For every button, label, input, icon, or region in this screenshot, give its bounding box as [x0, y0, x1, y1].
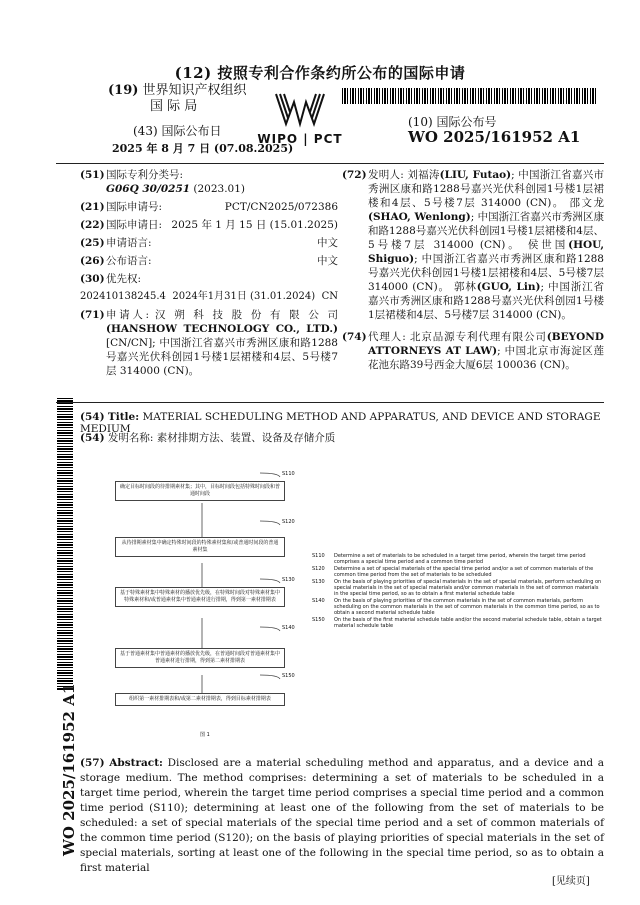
- legend-item: [312, 598, 602, 616]
- wipo-pct-logo: [252, 90, 348, 146]
- title-label: Title:: [107, 411, 140, 423]
- agent-address: ; 中国北京市海淀区莲花池东路39号西金大厦6层 100036 (CN)。: [368, 345, 605, 371]
- title-text: MATERIAL SCHEDULING METHOD AND APPARATUS, AND DEVICE AND STORAGE MEDIUM: [80, 411, 601, 435]
- field-label: 公布语言:: [106, 255, 152, 267]
- document-title: (12) 按照专利合作条约所公布的国际申请: [174, 64, 466, 82]
- field-number: (54): [80, 411, 105, 423]
- side-publication-number: [58, 683, 80, 856]
- field-number: (57): [80, 757, 105, 769]
- field-number: (74): [342, 331, 367, 343]
- flow-step-label: S140: [282, 625, 295, 631]
- field-51: [80, 168, 338, 196]
- inventor-text: 发明人: 刘福涛: [368, 169, 440, 181]
- abstract-label: Abstract:: [109, 757, 163, 769]
- flow-step-text: 确定目标时间段的待排期素材集；其中，目标时间段包括特殊时间段和普通时间段: [120, 484, 281, 497]
- field-number: (71): [80, 309, 105, 321]
- side-barcode: [57, 398, 73, 690]
- legend-text: On the basis of playing priorities of special materials in the set of special materials, perform scheduling on special materials in the set of special materials and/or common materials in the set of common materials in the special time period, so as to obtain a first material schedule table: [334, 579, 602, 597]
- flow-step-text: 从待排期素材集中确定特殊时间段的特殊素材集和/或普通时间段的普通素材集: [121, 540, 279, 553]
- field-number: (51): [80, 169, 105, 181]
- field-71: [80, 308, 338, 378]
- field-74: [342, 330, 604, 372]
- filing-date: 2025 年 1 月 15 日 (15.01.2025): [171, 219, 338, 231]
- inventor-name-en: (LIU, Futao): [439, 169, 512, 181]
- field-number: (25): [80, 237, 105, 249]
- flow-step-label: S130: [282, 577, 295, 583]
- ipc-year: (2023.01): [190, 183, 246, 195]
- applicant-name: 申请人: 汉 朔 科 技 股 份 有 限 公 司: [106, 309, 338, 321]
- field-22: [80, 218, 338, 232]
- legend-text: On the basis of playing priorities of the common materials in the set of common materials, perform scheduling on the common materials in the set of common materials in the common time period, so as to obtain a second material schedule table: [334, 598, 600, 616]
- bibliographic-right-column: [342, 168, 604, 376]
- field-label: 国际申请号:: [106, 201, 163, 213]
- priority-number: 202410138245.4: [80, 291, 166, 302]
- publication-date: 2025 年 8 月 7 日 (07.08.2025): [112, 142, 294, 155]
- flow-step-text: 基于普通素材集中普通素材的播放优先级，在普通时间段对普通素材集中普通素材进行排期，得到第二素材排期表: [120, 651, 281, 664]
- chinese-title-text: 发明名称: 素材排期方法、装置、设备及存储介质: [107, 432, 336, 444]
- flow-step-s110: [115, 481, 285, 501]
- agent-name-en: (BEYOND ATTORNEYS AT LAW): [368, 331, 604, 357]
- legend-item: [312, 553, 602, 565]
- figure-caption: 图 1: [200, 732, 210, 738]
- flow-step-s120: [115, 537, 285, 557]
- flow-step-s150: [115, 693, 285, 706]
- header-barcode: [342, 88, 598, 104]
- flow-step-s140: [115, 648, 285, 668]
- field-25: [80, 236, 338, 250]
- applicant-address: [CN/CN]; 中国浙江省嘉兴市秀洲区康和路1288号嘉兴光伏科创园1号楼1层裙楼和4层、5号楼7层 314000 (CN)。: [106, 337, 338, 377]
- publication-number-label: (10) 国际公布号: [408, 115, 497, 129]
- inventor-name-en: (GUO, Lin): [476, 281, 541, 293]
- publication-number: WO 2025/161952 A1: [408, 128, 581, 146]
- legend-item: [312, 566, 602, 578]
- issuing-organization: [108, 83, 247, 115]
- field-26: [80, 254, 338, 268]
- legend-key: S120: [312, 566, 325, 572]
- flow-step-text: 组织第一素材排期表和/或第二素材排期表，得到目标素材排期表: [129, 696, 271, 702]
- legend-key: S110: [312, 553, 325, 559]
- agent-name: 代理人: 北京品源专利代理有限公司: [368, 331, 547, 343]
- application-number: PCT/CN2025/072386: [224, 201, 338, 213]
- org-bureau: 国 际 局: [150, 99, 198, 114]
- wipo-logo-text: WIPO | PCT: [257, 132, 343, 146]
- legend-key: S150: [312, 617, 325, 623]
- bibliographic-left-column: [80, 168, 338, 382]
- legend-text: On the basis of the first material schedule table and/or the second material schedule table, obtain a target material schedule table: [334, 617, 602, 629]
- field-label: 国际申请日:: [106, 219, 163, 231]
- legend-key: S130: [312, 579, 325, 585]
- legend-item: [312, 579, 602, 597]
- header-divider: [56, 163, 604, 164]
- filing-language: 中文: [317, 237, 338, 249]
- legend-key: S140: [312, 598, 325, 604]
- priority-country: CN: [321, 291, 338, 302]
- field-number: (30): [80, 273, 105, 285]
- field-number: (21): [80, 201, 105, 213]
- field-label: 申请语言:: [106, 237, 152, 249]
- priority-row: [80, 290, 338, 304]
- inventor-text: ; 中国浙江省嘉兴市秀洲区康和路1288号嘉兴光伏科创园1号楼1层裙楼和4层、5号楼7层 314000 (CN)。 郭林: [368, 253, 604, 293]
- flowchart-legend: [312, 553, 602, 630]
- inventor-name-en: (SHAO, Wenlong): [368, 211, 471, 223]
- legend-item: [312, 617, 602, 629]
- field-label: 国际专利分类号:: [106, 169, 184, 181]
- side-publication-number-text: WO 2025/161952 A1: [60, 683, 78, 856]
- chinese-title: [80, 430, 335, 445]
- flow-step-text: 基于特殊素材集中特殊素材的播放优先级，在特殊时间段对特殊素材集中特殊素材和/或普通素材集中普通素材进行排期，得到第一素材排期表: [120, 590, 281, 603]
- inventor-text: ; 中国浙江省嘉兴市秀洲区康和路1288号嘉兴光伏科创园1号楼1层裙楼和4层、5号楼7层 314000 (CN)。 侯世国: [368, 211, 604, 251]
- abstract-text: Disclosed are a material scheduling method and apparatus, and a device and a storage medium. The method comprises: determining a set of materials to be scheduled in a target time period, wherein the target time period comprises a special time period and a common time period (S110); determining at least one of the following from the set of materials to be scheduled: a set of special materials of the special time period and a set of common materials of the common time period (S120); on the basis of playing priorities of special materials in the set of special materials, sorting at least one of the following in the special time period, so as to obtain a first material: [80, 757, 604, 874]
- field-label: 优先权:: [106, 273, 142, 285]
- field-21: [80, 200, 338, 214]
- flowchart-figure: [100, 465, 305, 740]
- field-72: [342, 168, 604, 322]
- flow-step-label: S150: [282, 673, 295, 679]
- org-code: (19): [108, 83, 139, 98]
- inventor-name-en: (HOU, Shiguo): [368, 239, 604, 265]
- org-name: 世界知识产权组织: [142, 83, 247, 98]
- section-divider: [56, 402, 604, 403]
- field-number: (54): [80, 432, 105, 444]
- wipo-emblem-icon: [270, 90, 330, 130]
- field-number: (26): [80, 255, 105, 267]
- field-number: (72): [342, 169, 367, 181]
- flow-step-label: S110: [282, 471, 295, 477]
- continued-link[interactable]: [见续页]: [552, 876, 590, 887]
- legend-text: Determine a set of materials to be scheduled in a target time period, wherein the target time period comprises a special time period and a common time period: [334, 553, 586, 565]
- field-number: (22): [80, 219, 105, 231]
- abstract: [80, 756, 604, 876]
- flow-step-label: S120: [282, 519, 295, 525]
- applicant-name-en: (HANSHOW TECHNOLOGY CO., LTD.): [106, 323, 338, 335]
- ipc-class: G06Q 30/0251: [106, 183, 191, 195]
- flow-step-s130: [115, 587, 285, 607]
- field-30: [80, 272, 338, 286]
- legend-text: Determine a set of special materials of the special time period and/or a set of common materials of the common time period from the set of materials to be scheduled: [334, 566, 594, 578]
- publication-date-label: (43) 国际公布日: [133, 124, 222, 138]
- inventor-text: ; 中国浙江省嘉兴市秀洲区康和路1288号嘉兴光伏科创园1号楼1层裙楼和4层、5号楼7层 314000 (CN)。: [368, 281, 604, 321]
- publication-language: 中文: [317, 255, 338, 267]
- inventor-text: ; 中国浙江省嘉兴市秀洲区康和路1288号嘉兴光伏科创园1号楼1层裙楼和4层、5号楼7层 314000 (CN)。 邵文龙: [368, 169, 605, 209]
- priority-date: 2024年1月31日 (31.01.2024): [172, 291, 316, 302]
